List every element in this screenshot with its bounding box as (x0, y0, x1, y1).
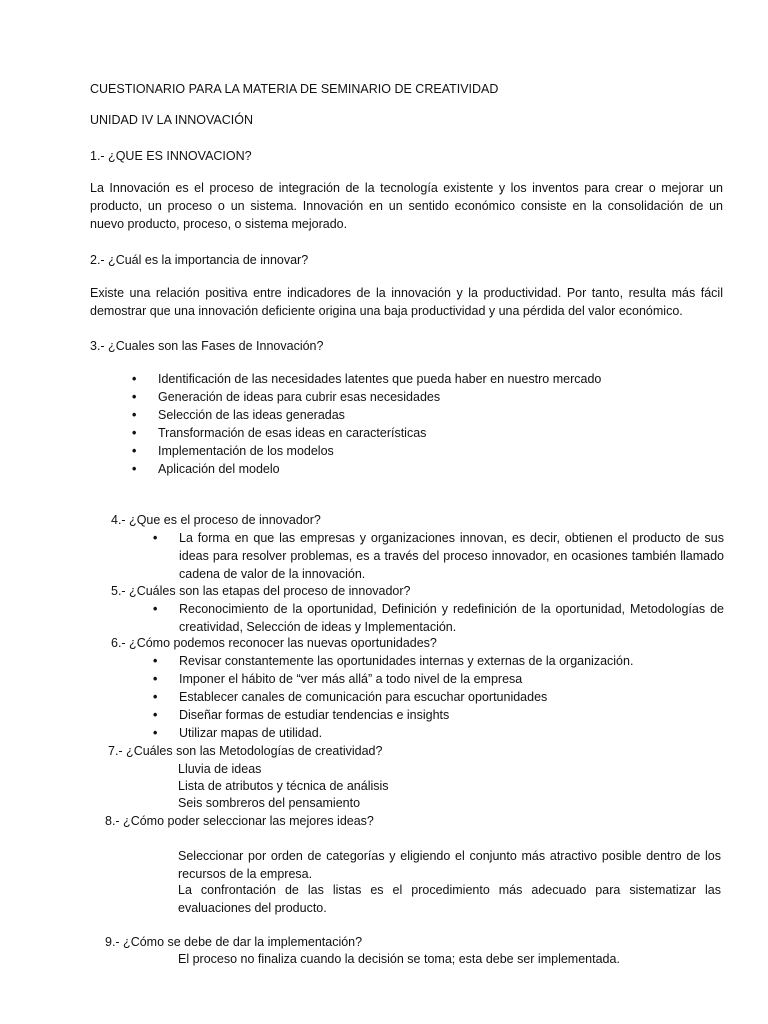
bullet-icon: • (153, 531, 158, 545)
list-item: • Transformación de esas ideas en características (132, 426, 427, 440)
bullet-icon: • (132, 390, 137, 404)
bullet-icon: • (153, 708, 158, 722)
method-line: Lista de atributos y técnica de análisis (178, 779, 389, 793)
question-7: 7.- ¿Cuáles son las Metodologías de creatividad? (108, 744, 383, 758)
method-line: Lluvia de ideas (178, 762, 262, 776)
list-item: • Reconocimiento de la oportunidad, Definición y redefinición de la oportunidad, Metodologías de creatividad, Selección de ideas y Implementación. (153, 602, 724, 634)
question-8: 8.- ¿Cómo poder seleccionar las mejores ideas? (105, 814, 374, 828)
question-1: 1.- ¿QUE ES INNOVACION? (90, 149, 252, 163)
question-6: 6.- ¿Cómo podemos reconocer las nuevas oportunidades? (111, 636, 437, 650)
bullet-icon: • (132, 408, 137, 422)
list-item: • Selección de las ideas generadas (132, 408, 345, 422)
list-item: • Aplicación del modelo (132, 462, 280, 476)
unit-heading: UNIDAD IV LA INNOVACIÓN (90, 113, 253, 127)
method-line: Seis sombreros del pensamiento (178, 796, 361, 810)
process-list (153, 529, 724, 583)
answer-8-paragraph: La confrontación de las listas es el procedimiento más adecuado para sistematizar las evaluaciones del producto. (178, 883, 721, 915)
list-item: • Identificación de las necesidades latentes que pueda haber en nuestro mercado (132, 372, 602, 386)
answer-8-paragraph: Seleccionar por orden de categorías y eligiendo el conjunto más atractivo posible dentro de los recursos de la empresa. (178, 849, 721, 881)
list-item: • Revisar constantemente las oportunidades internas y externas de la organización. (153, 654, 634, 668)
list-item: • Generación de ideas para cubrir esas necesidades (132, 390, 441, 404)
bullet-icon: • (153, 690, 158, 704)
answer-2: Existe una relación positiva entre indicadores de la innovación y la productividad. Por tanto, resulta más fácil demostrar que una innovación deficiente origina una baja productividad y una pérdida del valor económico. (90, 286, 723, 318)
bullet-icon: • (153, 672, 158, 686)
list-item: • Implementación de los modelos (132, 444, 334, 458)
opportunities-list (153, 652, 724, 742)
list-item: • Diseñar formas de estudiar tendencias e insights (153, 708, 450, 722)
stages-list (153, 600, 724, 636)
bullet-icon: • (153, 726, 158, 740)
bullet-icon: • (132, 426, 137, 440)
list-item: • La forma en que las empresas y organizaciones innovan, es decir, obtienen el producto de sus ideas para resolver problemas, es a través del proceso innovador, en ocasiones también llamado cadena de valor de la innovación. (153, 531, 724, 581)
document-title: CUESTIONARIO PARA LA MATERIA DE SEMINARIO DE CREATIVIDAD (90, 82, 499, 96)
question-5: 5.- ¿Cuáles son las etapas del proceso de innovador? (111, 584, 411, 598)
question-2: 2.- ¿Cuál es la importancia de innovar? (90, 253, 309, 267)
bullet-icon: • (153, 602, 158, 616)
bullet-icon: • (153, 654, 158, 668)
question-3: 3.- ¿Cuales son las Fases de Innovación? (90, 339, 324, 353)
bullet-icon: • (132, 444, 137, 458)
answer-1: La Innovación es el proceso de integración de la tecnología existente y los inventos para crear o mejorar un producto, un proceso o un sistema. Innovación en un sentido económico consiste en la consolidación de un nuevo producto, proceso, o sistema mejorado. (90, 181, 723, 231)
bullet-icon: • (132, 462, 137, 476)
list-item: • Utilizar mapas de utilidad. (153, 726, 323, 740)
phases-list (132, 370, 732, 478)
bullet-icon: • (132, 372, 137, 386)
question-9: 9.- ¿Cómo se debe de dar la implementación? (105, 935, 363, 949)
question-4: 4.- ¿Que es el proceso de innovador? (111, 513, 321, 527)
list-item: • Imponer el hábito de “ver más allá” a todo nivel de la empresa (153, 672, 523, 686)
answer-9: El proceso no finaliza cuando la decisión se toma; esta debe ser implementada. (178, 952, 620, 966)
list-item: • Establecer canales de comunicación para escuchar oportunidades (153, 690, 548, 704)
